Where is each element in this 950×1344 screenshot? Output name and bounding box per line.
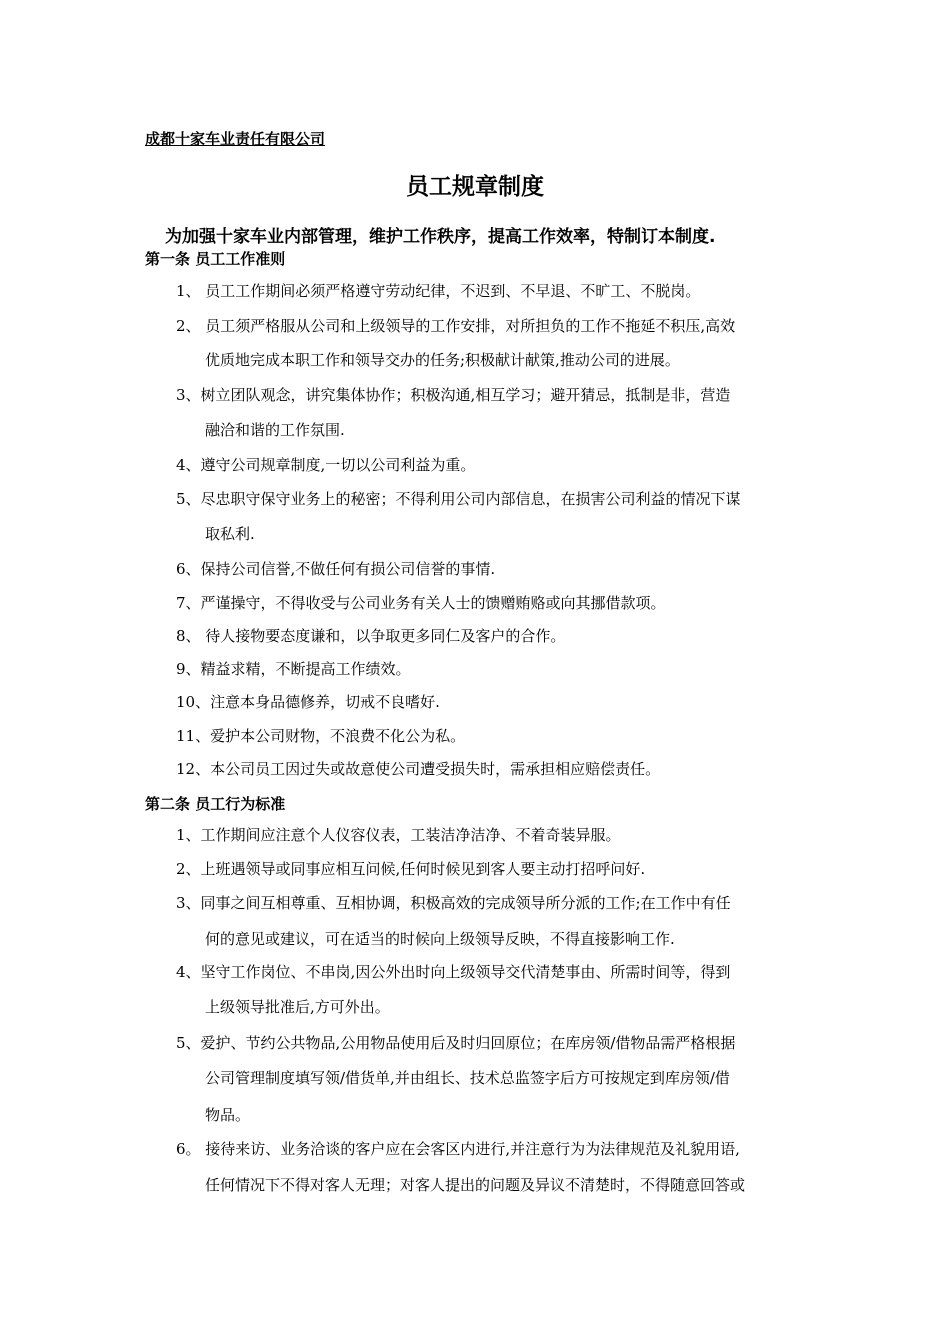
list-item: 2、 员工须严格服从公司和上级领导的工作安排，对所担负的工作不拖延不积压,高效 [176,317,736,335]
list-item: 9、精益求精，不断提高工作绩效。 [176,660,411,678]
list-item: 3、同事之间互相尊重、互相协调，积极高效的完成领导所分派的工作;在工作中有任 [176,894,731,912]
list-item: 11、爱护本公司财物，不浪费不化公为私。 [176,727,466,745]
list-item-continuation: 公司管理制度填写领/借货单,并由组长、技术总监签字后方可按规定到库房领/借 [205,1069,730,1087]
list-item-continuation: 融洽和谐的工作氛围. [205,421,345,439]
list-item: 3、树立团队观念，讲究集体协作；积极沟通,相互学习；避开猜忌，抵制是非，营造 [176,386,731,404]
page-title: 员工规章制度 [406,174,544,200]
list-item-continuation: 上级领导批准后,方可外出。 [205,998,390,1016]
list-item: 2、上班遇领导或同事应相互问候,任何时候见到客人要主动打招呼问好. [176,860,646,878]
list-item: 1、工作期间应注意个人仪容仪表，工装洁净洁净、不着奇装异服。 [176,826,621,844]
company-name: 成都十家车业责任有限公司 [145,130,326,148]
list-item: 5、爱护、节约公共物品,公用物品使用后及时归回原位；在库房领/借物品需严格根据 [176,1034,736,1052]
list-item: 5、尽忠职守保守业务上的秘密；不得利用公司内部信息，在损害公司利益的情况下谋 [176,490,741,508]
intro-statement: 为加强十家车业内部管理，维护工作秩序，提高工作效率，特制订本制度. [165,227,716,247]
list-item-continuation: 优质地完成本职工作和领导交办的任务;积极献计献策,推动公司的进展。 [205,351,680,369]
list-item: 6、保持公司信誉,不做任何有损公司信誉的事情. [176,560,496,578]
list-item: 8、 待人接物要态度谦和，以争取更多同仁及客户的合作。 [176,627,566,645]
list-item: 7、严谨操守，不得收受与公司业务有关人士的馈赠贿赂或向其挪借款项。 [176,594,666,612]
list-item: 10、注意本身品德修养，切戒不良嗜好. [176,693,440,711]
list-item-continuation: 取私利. [205,525,255,543]
list-item: 1、 员工工作期间必须严格遵守劳动纪律，不迟到、不早退、不旷工、不脱岗。 [176,282,701,300]
section-heading-2: 第二条 员工行为标准 [145,795,286,813]
list-item: 4、遵守公司规章制度,一切以公司利益为重。 [176,456,476,474]
list-item-continuation: 何的意见或建议，可在适当的时候向上级领导反映，不得直接影响工作. [205,930,675,948]
list-item: 4、坚守工作岗位、不串岗,因公外出时向上级领导交代清楚事由、所需时间等，得到 [176,963,731,981]
list-item-continuation: 任何情况下不得对客人无理；对客人提出的问题及异议不清楚时，不得随意回答或 [205,1176,746,1194]
list-item: 6。 接待来访、业务洽谈的客户应在会客区内进行,并注意行为为法律规范及礼貌用语, [176,1140,740,1158]
list-item-continuation: 物品。 [205,1106,251,1124]
list-item: 12、本公司员工因过失或故意使公司遭受损失时，需承担相应赔偿责任。 [176,760,661,778]
section-heading-1: 第一条 员工工作准则 [145,250,286,268]
